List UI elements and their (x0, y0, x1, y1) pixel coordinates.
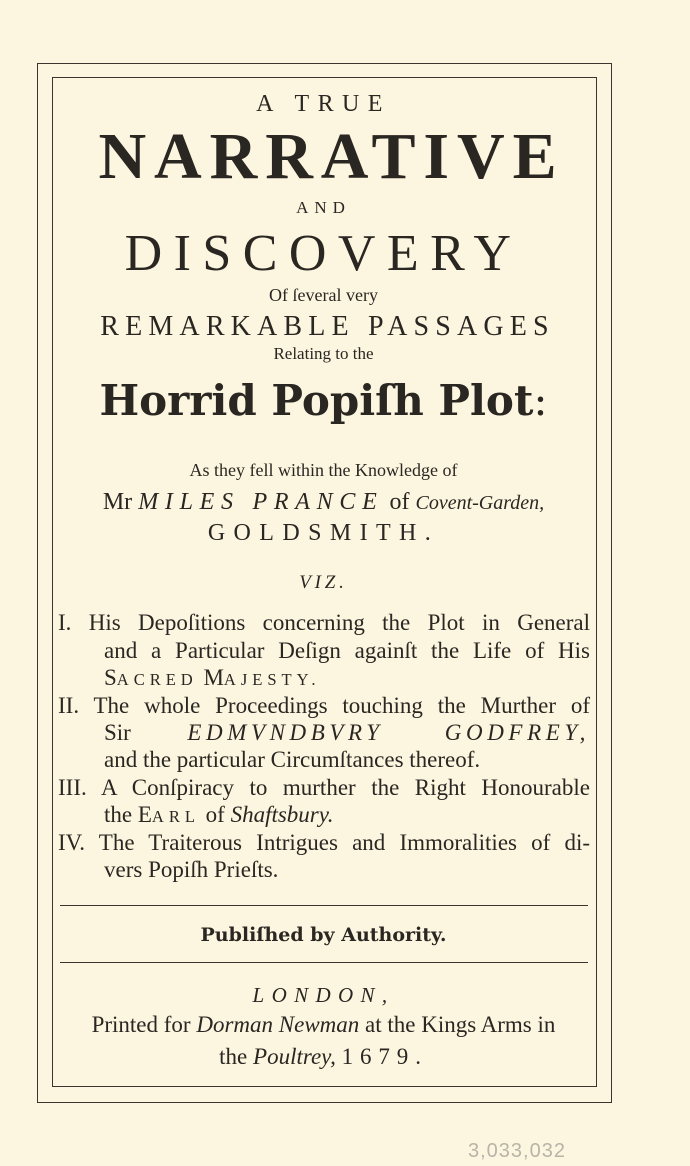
item-i-line3 (104, 666, 590, 689)
street: Poultrey, (253, 1044, 336, 1069)
sc-s: S (104, 665, 117, 690)
knowledge-line: As they fell within the Knowledge of (189, 460, 458, 480)
imprint-line1 (52, 1013, 595, 1036)
blackletter-title (52, 376, 595, 425)
city: LONDON, (252, 983, 395, 1007)
subtitle-relating: Relating to the (273, 344, 374, 363)
title-and: AND (296, 198, 351, 217)
item-iv-line2: vers Popiſh Prieſts. (104, 857, 279, 882)
popish-plot-text: Horrid Popiſh Plot (99, 376, 534, 425)
sc-m: M (197, 665, 224, 690)
printed-for: Printed for (91, 1012, 191, 1037)
the: the (219, 1044, 248, 1069)
author-line (52, 490, 595, 514)
year: 1679. (341, 1044, 428, 1069)
of: of (205, 802, 225, 827)
subtitle-remarkable: REMARKABLE PASSAGES (100, 311, 555, 342)
sir: Sir (104, 720, 131, 745)
the-earl-e: the E (104, 802, 152, 827)
author-name: MILES PRANCE (138, 489, 384, 515)
shaftsbury: Shaftsbury. (230, 802, 334, 827)
colon: : (533, 376, 548, 425)
rule-bottom (60, 962, 588, 963)
title-narrative: NARRATIVE (98, 120, 565, 193)
sc-ajesty: AJESTY. (223, 670, 321, 689)
item-iv-line1: IV. The Traiterous Intrigues and Immoralities of di- (58, 830, 590, 855)
imprint-line2 (52, 1045, 595, 1068)
rule-top (60, 905, 588, 906)
author-trade: GOLDSMITH. (207, 520, 440, 546)
item-ii-line2 (104, 721, 590, 744)
title-discovery: DISCOVERY (124, 225, 523, 282)
item-i-line1: I. His Depoſitions concerning the Plot in General (58, 610, 590, 635)
authority-line: Publiſhed by Authority. (200, 924, 447, 946)
item-iii-line2 (104, 803, 590, 826)
item-ii-line3: and the particular Circumſtances thereof. (104, 747, 481, 772)
subtitle-several: Of ſeveral very (269, 285, 378, 305)
author-prefix: Mr (102, 489, 133, 515)
item-iii-line1: III. A Conſpiracy to murther the Right Honourable (58, 775, 590, 800)
author-place: Covent-Garden, (415, 492, 545, 514)
kings-arms: at the Kings Arms in (365, 1012, 556, 1037)
shelf-mark: 3,033,032 (468, 1140, 566, 1162)
godfrey-name: EDMVNDBVRY GODFREY, (187, 720, 590, 745)
viz: VIZ. (299, 572, 348, 593)
item-ii-line1: II. The whole Proceedings touching the Murther of (58, 693, 590, 718)
title-a-true: A TRUE (256, 91, 391, 117)
author-of: of (389, 489, 410, 515)
item-i-line2: and a Particular Deſign againſt the Life of His (104, 638, 590, 663)
printer-name: Dorman Newman (196, 1012, 360, 1037)
sc-acred: ACRED (116, 670, 198, 689)
earl-sc: ARL (151, 807, 200, 826)
